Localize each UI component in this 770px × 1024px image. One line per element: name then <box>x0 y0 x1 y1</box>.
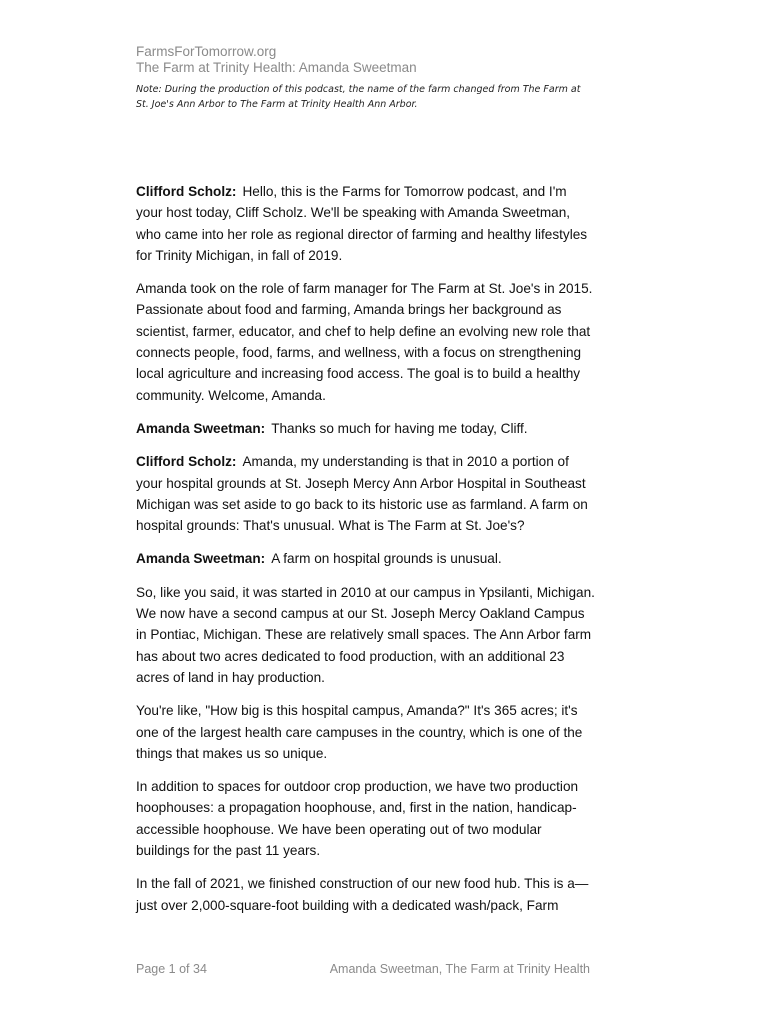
transcript-paragraph <box>136 181 596 266</box>
transcript-paragraph <box>136 582 596 688</box>
speaker-name: Amanda Sweetman: <box>136 420 266 436</box>
paragraph-text: A farm on hospital grounds is unusual. <box>271 551 502 567</box>
speaker-name: Amanda Sweetman: <box>136 551 266 567</box>
page-number: Page 1 of 34 <box>136 962 207 976</box>
transcript-paragraph <box>136 451 596 536</box>
paragraph-text: In addition to spaces for outdoor crop production, we have two production hoophouses: a propagation hoophouse, and, first in the nation, handicap-accessible hoophouse. We have been operating out of two modular buildings for the past 11 years. <box>136 779 579 859</box>
speaker-name: Clifford Scholz: <box>136 184 237 199</box>
transcript-paragraph <box>136 278 596 406</box>
paragraph-text: Thanks so much for having me today, Cliff. <box>271 420 528 436</box>
paragraph-text: You're like, "How big is this hospital campus, Amanda?" It's 365 acres; it's one of the largest health care campuses in the country, which is one of the things that makes us so unique. <box>136 703 583 761</box>
paragraph-text: So, like you said, it was started in 2010 at our campus in Ypsilanti, Michigan. We now have a second campus at our St. Joseph Mercy Oakland Campus in Pontiac, Michigan. These are relatively small spaces. The Ann Arbor farm has about two acres dedicated to food production, with an additional 23 acres of land in hay production. <box>136 584 595 685</box>
speaker-name: Clifford Scholz: <box>136 454 237 470</box>
document-header <box>136 44 736 112</box>
paragraph-text: Amanda took on the role of farm manager for The Farm at St. Joe's in 2015. Passionate about food and farming, Amanda brings her background as scientist, farmer, educator, and chef to help define an evolving new role that connects people, food, farms, and wellness, with a focus on strengthening local agriculture and increasing food access. The goal is to build a healthy community. Welcome, Amanda. <box>136 281 593 403</box>
document-title: The Farm at Trinity Health: Amanda Sweetman <box>136 60 417 75</box>
footer-title: Amanda Sweetman, The Farm at Trinity Health <box>329 962 590 976</box>
paragraph-text: Hello, this is the Farms for Tomorrow podcast, and I'm your host today, Cliff Scholz. We'll be speaking with Amanda Sweetman, who came into her role as regional director of farming and healthy lifestyles for Trinity Michigan, in fall of 2019. <box>136 184 588 263</box>
transcript-paragraph <box>136 418 596 439</box>
paragraph-text: Amanda, my understanding is that in 2010 a portion of your hospital grounds at St. Joseph Mercy Ann Arbor Hospital in Southeast Michigan was set aside to go back to its historic use as farmland. A farm on hospital grounds: That's unusual. What is The Farm at St. Joe's? <box>136 454 588 534</box>
transcript-paragraph <box>136 873 596 916</box>
transcript-paragraph <box>136 548 596 569</box>
paragraph-text: In the fall of 2021, we finished construction of our new food hub. This is a—just over 2,000-square-foot building with a dedicated wash/pack, Farm <box>136 876 589 913</box>
transcript-paragraph <box>136 776 596 861</box>
production-note: Note: During the production of this podcast, the name of the farm changed from The Farm at St. Joe's Ann Arbor to The Farm at Trinity Health Ann Arbor. <box>136 84 581 110</box>
site-name: FarmsForTomorrow.org <box>136 44 277 59</box>
transcript-body <box>136 181 596 928</box>
transcript-paragraph <box>136 700 596 764</box>
